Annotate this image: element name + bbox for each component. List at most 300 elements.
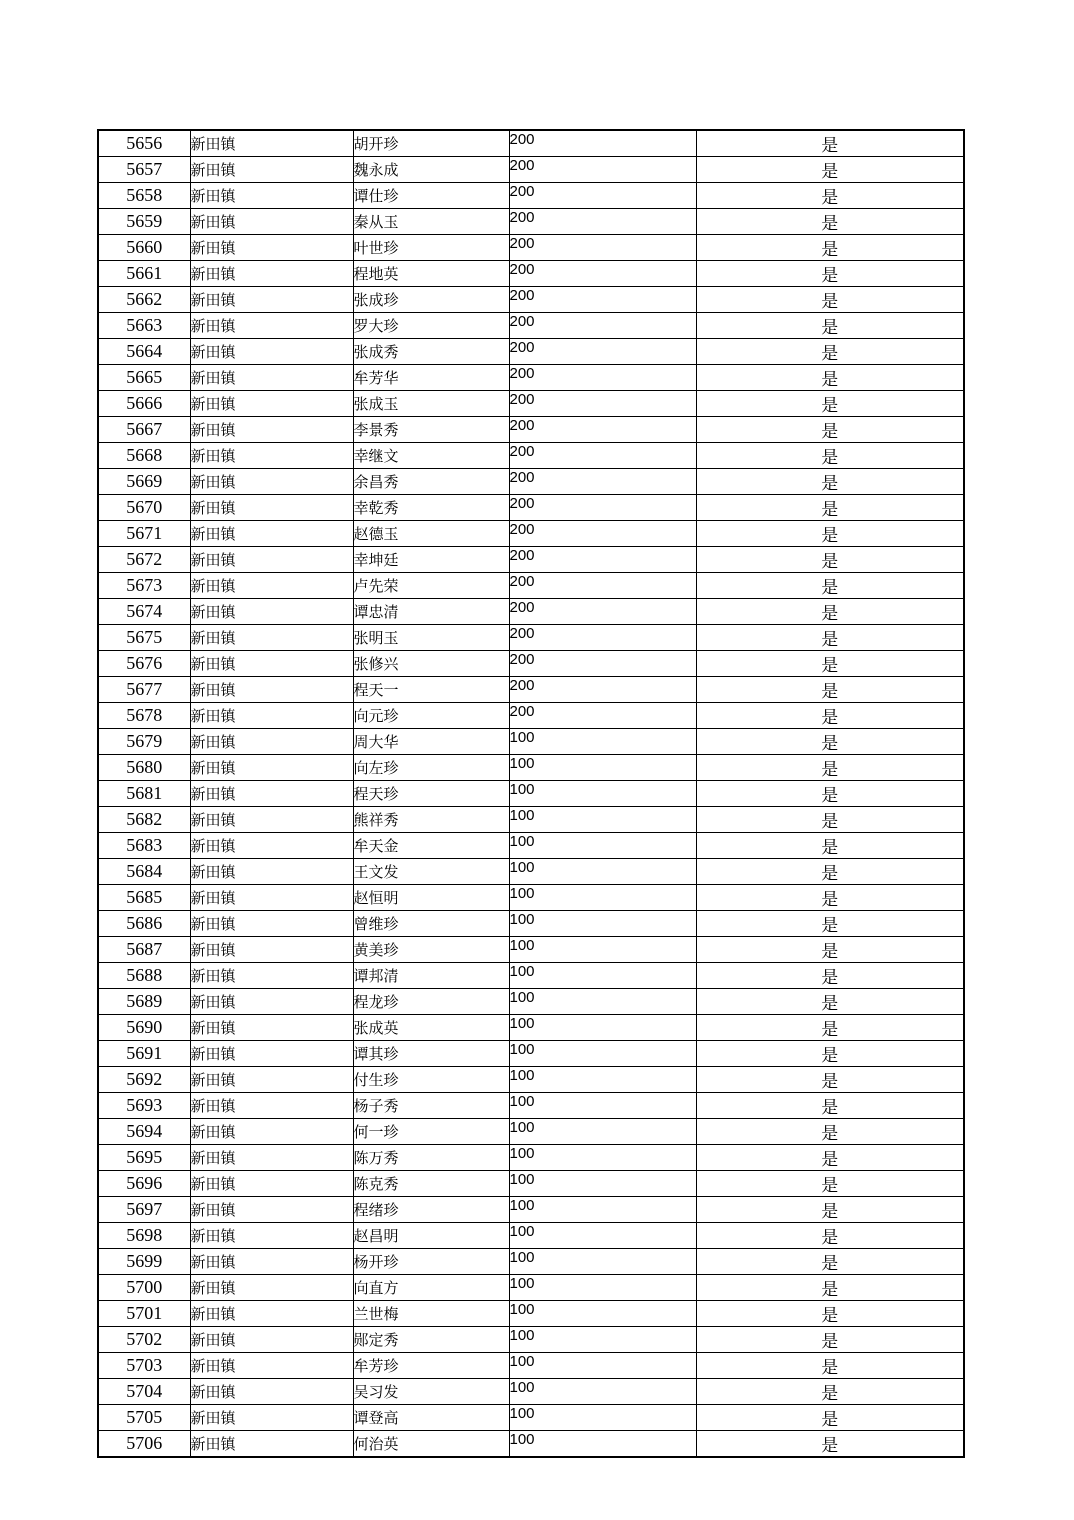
person-name-cell: 余昌秀 <box>353 469 509 495</box>
row-number-cell: 5660 <box>98 235 190 261</box>
row-number-cell: 5682 <box>98 807 190 833</box>
town-cell: 新田镇 <box>190 547 353 573</box>
person-name-cell: 兰世梅 <box>353 1301 509 1327</box>
table-row <box>98 1431 964 1458</box>
person-name-cell: 李景秀 <box>353 417 509 443</box>
status-cell: 是 <box>696 1067 964 1093</box>
person-name-cell: 杨子秀 <box>353 1093 509 1119</box>
status-cell: 是 <box>696 209 964 235</box>
amount-cell: 100 <box>509 937 696 963</box>
status-cell: 是 <box>696 729 964 755</box>
person-name-cell: 幸乾秀 <box>353 495 509 521</box>
status-cell: 是 <box>696 963 964 989</box>
town-cell: 新田镇 <box>190 911 353 937</box>
row-number-cell: 5666 <box>98 391 190 417</box>
town-cell: 新田镇 <box>190 677 353 703</box>
status-cell: 是 <box>696 130 964 157</box>
person-name-cell: 向直方 <box>353 1275 509 1301</box>
row-number-cell: 5672 <box>98 547 190 573</box>
town-cell: 新田镇 <box>190 1405 353 1431</box>
table-row <box>98 1119 964 1145</box>
row-number-cell: 5656 <box>98 130 190 157</box>
amount-cell: 100 <box>509 1145 696 1171</box>
amount-cell: 200 <box>509 495 696 521</box>
row-number-cell: 5678 <box>98 703 190 729</box>
row-number-cell: 5687 <box>98 937 190 963</box>
amount-cell: 100 <box>509 1119 696 1145</box>
table-row <box>98 573 964 599</box>
town-cell: 新田镇 <box>190 989 353 1015</box>
town-cell: 新田镇 <box>190 651 353 677</box>
table-row <box>98 1067 964 1093</box>
table-row <box>98 677 964 703</box>
amount-cell: 100 <box>509 781 696 807</box>
town-cell: 新田镇 <box>190 625 353 651</box>
town-cell: 新田镇 <box>190 365 353 391</box>
amount-cell: 200 <box>509 469 696 495</box>
town-cell: 新田镇 <box>190 521 353 547</box>
person-name-cell: 谭仕珍 <box>353 183 509 209</box>
row-number-cell: 5704 <box>98 1379 190 1405</box>
row-number-cell: 5690 <box>98 1015 190 1041</box>
amount-cell: 100 <box>509 755 696 781</box>
status-cell: 是 <box>696 287 964 313</box>
table-row <box>98 547 964 573</box>
person-name-cell: 赵恒明 <box>353 885 509 911</box>
amount-cell: 100 <box>509 1275 696 1301</box>
town-cell: 新田镇 <box>190 157 353 183</box>
table-row <box>98 1405 964 1431</box>
person-name-cell: 吴习发 <box>353 1379 509 1405</box>
table-row <box>98 807 964 833</box>
row-number-cell: 5675 <box>98 625 190 651</box>
status-cell: 是 <box>696 1249 964 1275</box>
amount-cell: 100 <box>509 1405 696 1431</box>
town-cell: 新田镇 <box>190 261 353 287</box>
amount-cell: 100 <box>509 1223 696 1249</box>
row-number-cell: 5679 <box>98 729 190 755</box>
person-name-cell: 杨开珍 <box>353 1249 509 1275</box>
table-row <box>98 599 964 625</box>
row-number-cell: 5674 <box>98 599 190 625</box>
status-cell: 是 <box>696 1093 964 1119</box>
status-cell: 是 <box>696 989 964 1015</box>
table-row <box>98 261 964 287</box>
table-row <box>98 443 964 469</box>
status-cell: 是 <box>696 547 964 573</box>
table-row <box>98 937 964 963</box>
table-row <box>98 417 964 443</box>
row-number-cell: 5681 <box>98 781 190 807</box>
amount-cell: 100 <box>509 1067 696 1093</box>
amount-cell: 200 <box>509 261 696 287</box>
status-cell: 是 <box>696 677 964 703</box>
amount-cell: 100 <box>509 1171 696 1197</box>
town-cell: 新田镇 <box>190 1119 353 1145</box>
town-cell: 新田镇 <box>190 1353 353 1379</box>
status-cell: 是 <box>696 911 964 937</box>
table-row <box>98 859 964 885</box>
person-name-cell: 黄美珍 <box>353 937 509 963</box>
status-cell: 是 <box>696 1015 964 1041</box>
row-number-cell: 5680 <box>98 755 190 781</box>
amount-cell: 100 <box>509 833 696 859</box>
row-number-cell: 5693 <box>98 1093 190 1119</box>
person-name-cell: 郧定秀 <box>353 1327 509 1353</box>
person-name-cell: 向左珍 <box>353 755 509 781</box>
table-row <box>98 287 964 313</box>
data-table <box>97 129 965 1458</box>
table-row <box>98 1379 964 1405</box>
town-cell: 新田镇 <box>190 183 353 209</box>
table-row <box>98 651 964 677</box>
table-row <box>98 391 964 417</box>
town-cell: 新田镇 <box>190 495 353 521</box>
row-number-cell: 5664 <box>98 339 190 365</box>
person-name-cell: 曾维珍 <box>353 911 509 937</box>
amount-cell: 100 <box>509 729 696 755</box>
row-number-cell: 5694 <box>98 1119 190 1145</box>
row-number-cell: 5695 <box>98 1145 190 1171</box>
town-cell: 新田镇 <box>190 1327 353 1353</box>
table-row <box>98 365 964 391</box>
table-row <box>98 521 964 547</box>
table-row <box>98 339 964 365</box>
status-cell: 是 <box>696 859 964 885</box>
status-cell: 是 <box>696 183 964 209</box>
row-number-cell: 5688 <box>98 963 190 989</box>
table-row <box>98 1223 964 1249</box>
person-name-cell: 向元珍 <box>353 703 509 729</box>
row-number-cell: 5676 <box>98 651 190 677</box>
row-number-cell: 5665 <box>98 365 190 391</box>
person-name-cell: 幸继文 <box>353 443 509 469</box>
row-number-cell: 5661 <box>98 261 190 287</box>
table-row <box>98 1327 964 1353</box>
table-row <box>98 989 964 1015</box>
table-row <box>98 1041 964 1067</box>
amount-cell: 200 <box>509 443 696 469</box>
amount-cell: 100 <box>509 1015 696 1041</box>
row-number-cell: 5685 <box>98 885 190 911</box>
amount-cell: 200 <box>509 547 696 573</box>
amount-cell: 200 <box>509 521 696 547</box>
person-name-cell: 程龙珍 <box>353 989 509 1015</box>
person-name-cell: 张成玉 <box>353 391 509 417</box>
status-cell: 是 <box>696 443 964 469</box>
status-cell: 是 <box>696 833 964 859</box>
person-name-cell: 张修兴 <box>353 651 509 677</box>
town-cell: 新田镇 <box>190 1223 353 1249</box>
amount-cell: 200 <box>509 703 696 729</box>
table-body <box>98 130 964 1457</box>
table-row <box>98 157 964 183</box>
status-cell: 是 <box>696 573 964 599</box>
table-row <box>98 495 964 521</box>
person-name-cell: 周大华 <box>353 729 509 755</box>
status-cell: 是 <box>696 1275 964 1301</box>
town-cell: 新田镇 <box>190 1145 353 1171</box>
row-number-cell: 5673 <box>98 573 190 599</box>
town-cell: 新田镇 <box>190 1197 353 1223</box>
status-cell: 是 <box>696 417 964 443</box>
status-cell: 是 <box>696 1353 964 1379</box>
town-cell: 新田镇 <box>190 573 353 599</box>
town-cell: 新田镇 <box>190 1275 353 1301</box>
table-row <box>98 1301 964 1327</box>
status-cell: 是 <box>696 937 964 963</box>
table-row <box>98 781 964 807</box>
amount-cell: 200 <box>509 677 696 703</box>
amount-cell: 200 <box>509 417 696 443</box>
amount-cell: 200 <box>509 599 696 625</box>
table-row <box>98 963 964 989</box>
table-row <box>98 755 964 781</box>
amount-cell: 100 <box>509 807 696 833</box>
person-name-cell: 张明玉 <box>353 625 509 651</box>
amount-cell: 200 <box>509 365 696 391</box>
amount-cell: 100 <box>509 885 696 911</box>
person-name-cell: 魏永成 <box>353 157 509 183</box>
table-row <box>98 1145 964 1171</box>
town-cell: 新田镇 <box>190 755 353 781</box>
amount-cell: 100 <box>509 1249 696 1275</box>
status-cell: 是 <box>696 599 964 625</box>
status-cell: 是 <box>696 1405 964 1431</box>
amount-cell: 200 <box>509 209 696 235</box>
town-cell: 新田镇 <box>190 417 353 443</box>
town-cell: 新田镇 <box>190 1067 353 1093</box>
status-cell: 是 <box>696 391 964 417</box>
town-cell: 新田镇 <box>190 963 353 989</box>
person-name-cell: 程天一 <box>353 677 509 703</box>
person-name-cell: 张成英 <box>353 1015 509 1041</box>
table-row <box>98 911 964 937</box>
amount-cell: 200 <box>509 313 696 339</box>
person-name-cell: 程绪珍 <box>353 1197 509 1223</box>
amount-cell: 200 <box>509 573 696 599</box>
person-name-cell: 赵昌明 <box>353 1223 509 1249</box>
status-cell: 是 <box>696 339 964 365</box>
town-cell: 新田镇 <box>190 1171 353 1197</box>
person-name-cell: 王文发 <box>353 859 509 885</box>
amount-cell: 200 <box>509 157 696 183</box>
row-number-cell: 5657 <box>98 157 190 183</box>
status-cell: 是 <box>696 1327 964 1353</box>
table-row <box>98 1171 964 1197</box>
table-row <box>98 833 964 859</box>
person-name-cell: 张成秀 <box>353 339 509 365</box>
town-cell: 新田镇 <box>190 235 353 261</box>
person-name-cell: 张成珍 <box>353 287 509 313</box>
amount-cell: 200 <box>509 625 696 651</box>
town-cell: 新田镇 <box>190 1041 353 1067</box>
status-cell: 是 <box>696 1171 964 1197</box>
table-row <box>98 469 964 495</box>
row-number-cell: 5702 <box>98 1327 190 1353</box>
person-name-cell: 叶世珍 <box>353 235 509 261</box>
town-cell: 新田镇 <box>190 339 353 365</box>
row-number-cell: 5689 <box>98 989 190 1015</box>
town-cell: 新田镇 <box>190 391 353 417</box>
row-number-cell: 5670 <box>98 495 190 521</box>
person-name-cell: 谭忠清 <box>353 599 509 625</box>
row-number-cell: 5683 <box>98 833 190 859</box>
row-number-cell: 5697 <box>98 1197 190 1223</box>
town-cell: 新田镇 <box>190 885 353 911</box>
table-row <box>98 1275 964 1301</box>
town-cell: 新田镇 <box>190 781 353 807</box>
person-name-cell: 何治英 <box>353 1431 509 1458</box>
row-number-cell: 5663 <box>98 313 190 339</box>
row-number-cell: 5706 <box>98 1431 190 1458</box>
table-row <box>98 209 964 235</box>
table-row <box>98 885 964 911</box>
row-number-cell: 5691 <box>98 1041 190 1067</box>
status-cell: 是 <box>696 469 964 495</box>
town-cell: 新田镇 <box>190 1379 353 1405</box>
person-name-cell: 胡开珍 <box>353 130 509 157</box>
status-cell: 是 <box>696 1431 964 1458</box>
amount-cell: 100 <box>509 989 696 1015</box>
person-name-cell: 秦从玉 <box>353 209 509 235</box>
town-cell: 新田镇 <box>190 443 353 469</box>
status-cell: 是 <box>696 1145 964 1171</box>
town-cell: 新田镇 <box>190 1015 353 1041</box>
town-cell: 新田镇 <box>190 1249 353 1275</box>
town-cell: 新田镇 <box>190 833 353 859</box>
status-cell: 是 <box>696 313 964 339</box>
town-cell: 新田镇 <box>190 469 353 495</box>
town-cell: 新田镇 <box>190 599 353 625</box>
table-row <box>98 1249 964 1275</box>
amount-cell: 100 <box>509 1093 696 1119</box>
row-number-cell: 5671 <box>98 521 190 547</box>
town-cell: 新田镇 <box>190 313 353 339</box>
person-name-cell: 卢先荣 <box>353 573 509 599</box>
town-cell: 新田镇 <box>190 209 353 235</box>
row-number-cell: 5692 <box>98 1067 190 1093</box>
row-number-cell: 5659 <box>98 209 190 235</box>
row-number-cell: 5698 <box>98 1223 190 1249</box>
row-number-cell: 5684 <box>98 859 190 885</box>
table-row <box>98 729 964 755</box>
amount-cell: 100 <box>509 963 696 989</box>
amount-cell: 200 <box>509 235 696 261</box>
row-number-cell: 5677 <box>98 677 190 703</box>
amount-cell: 100 <box>509 1197 696 1223</box>
table-row <box>98 183 964 209</box>
person-name-cell: 陈克秀 <box>353 1171 509 1197</box>
status-cell: 是 <box>696 365 964 391</box>
status-cell: 是 <box>696 495 964 521</box>
person-name-cell: 牟芳华 <box>353 365 509 391</box>
table-row <box>98 1093 964 1119</box>
town-cell: 新田镇 <box>190 130 353 157</box>
person-name-cell: 何一珍 <box>353 1119 509 1145</box>
person-name-cell: 陈万秀 <box>353 1145 509 1171</box>
status-cell: 是 <box>696 1223 964 1249</box>
amount-cell: 100 <box>509 911 696 937</box>
row-number-cell: 5701 <box>98 1301 190 1327</box>
table-row <box>98 1015 964 1041</box>
row-number-cell: 5705 <box>98 1405 190 1431</box>
row-number-cell: 5696 <box>98 1171 190 1197</box>
person-name-cell: 牟天金 <box>353 833 509 859</box>
town-cell: 新田镇 <box>190 703 353 729</box>
status-cell: 是 <box>696 261 964 287</box>
person-name-cell: 罗大珍 <box>353 313 509 339</box>
status-cell: 是 <box>696 755 964 781</box>
person-name-cell: 程天珍 <box>353 781 509 807</box>
person-name-cell: 牟芳珍 <box>353 1353 509 1379</box>
amount-cell: 100 <box>509 1379 696 1405</box>
table-row <box>98 130 964 157</box>
table-row <box>98 1197 964 1223</box>
status-cell: 是 <box>696 1301 964 1327</box>
person-name-cell: 谭其珍 <box>353 1041 509 1067</box>
status-cell: 是 <box>696 235 964 261</box>
town-cell: 新田镇 <box>190 807 353 833</box>
row-number-cell: 5703 <box>98 1353 190 1379</box>
town-cell: 新田镇 <box>190 937 353 963</box>
person-name-cell: 程地英 <box>353 261 509 287</box>
row-number-cell: 5668 <box>98 443 190 469</box>
status-cell: 是 <box>696 1119 964 1145</box>
row-number-cell: 5699 <box>98 1249 190 1275</box>
status-cell: 是 <box>696 157 964 183</box>
status-cell: 是 <box>696 807 964 833</box>
person-name-cell: 赵德玉 <box>353 521 509 547</box>
amount-cell: 100 <box>509 1353 696 1379</box>
status-cell: 是 <box>696 625 964 651</box>
amount-cell: 100 <box>509 1431 696 1458</box>
amount-cell: 200 <box>509 130 696 157</box>
town-cell: 新田镇 <box>190 729 353 755</box>
amount-cell: 200 <box>509 183 696 209</box>
town-cell: 新田镇 <box>190 287 353 313</box>
status-cell: 是 <box>696 1041 964 1067</box>
table-row <box>98 1353 964 1379</box>
status-cell: 是 <box>696 703 964 729</box>
town-cell: 新田镇 <box>190 1301 353 1327</box>
table-row <box>98 313 964 339</box>
amount-cell: 200 <box>509 287 696 313</box>
status-cell: 是 <box>696 521 964 547</box>
row-number-cell: 5667 <box>98 417 190 443</box>
status-cell: 是 <box>696 651 964 677</box>
table-row <box>98 625 964 651</box>
amount-cell: 200 <box>509 391 696 417</box>
status-cell: 是 <box>696 1197 964 1223</box>
row-number-cell: 5658 <box>98 183 190 209</box>
row-number-cell: 5669 <box>98 469 190 495</box>
person-name-cell: 熊祥秀 <box>353 807 509 833</box>
amount-cell: 100 <box>509 1327 696 1353</box>
town-cell: 新田镇 <box>190 1431 353 1458</box>
row-number-cell: 5686 <box>98 911 190 937</box>
table-row <box>98 703 964 729</box>
person-name-cell: 幸坤廷 <box>353 547 509 573</box>
person-name-cell: 谭登高 <box>353 1405 509 1431</box>
amount-cell: 100 <box>509 859 696 885</box>
person-name-cell: 谭邦清 <box>353 963 509 989</box>
status-cell: 是 <box>696 781 964 807</box>
person-name-cell: 付生珍 <box>353 1067 509 1093</box>
amount-cell: 100 <box>509 1041 696 1067</box>
amount-cell: 200 <box>509 651 696 677</box>
amount-cell: 100 <box>509 1301 696 1327</box>
